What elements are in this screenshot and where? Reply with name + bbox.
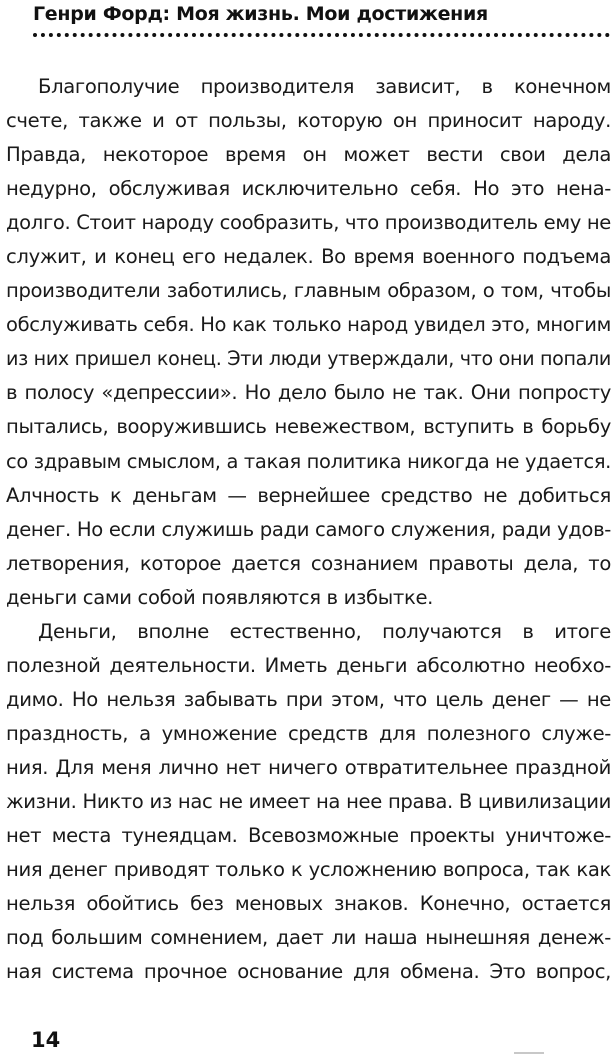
text-line: нет места тунеядцам. Всевозможные проекты уничтоже- xyxy=(6,824,611,848)
text-line: под большим сомнением, дает ли наша нынешняя денеж- xyxy=(6,926,611,950)
text-line: в полосу «депрессии». Но дело было не так. Они попросту xyxy=(6,381,611,405)
text-line: пытались, вооружившись невежеством, вступить в борьбу xyxy=(6,415,611,439)
page-number: 14 xyxy=(31,1028,61,1052)
text-line: Правда, некоторое время он может вести свои дела xyxy=(6,143,611,167)
text-line: счете, также и от пользы, которую он приносит народу. xyxy=(6,109,611,133)
text-line: димо. Но нельзя забывать при этом, что цель денег — не xyxy=(6,687,611,711)
text-line: со здравым смыслом, а такая политика никогда не удается. xyxy=(6,449,611,473)
footer-mark xyxy=(514,1052,544,1054)
text-line: жизни. Никто из нас не имеет на нее права. В цивилизации xyxy=(6,789,611,813)
text-line: ная система прочное основание для обмена. Это вопрос, xyxy=(6,960,611,984)
text-line: праздность, а умножение средств для полезного служе- xyxy=(6,721,611,745)
paragraph-2 xyxy=(6,615,611,990)
text-line: служит, и конец его недалек. Во время военного подъема xyxy=(6,245,611,269)
text-line: Благополучие производителя зависит, в конечном xyxy=(38,75,611,98)
text-line: из них пришел конец. Эти люди утверждали, что они попали xyxy=(6,347,611,371)
text-line: ния денег приводят только к усложнению вопроса, так как xyxy=(6,858,611,882)
text-line: Алчность к деньгам — вернейшее средство не добиться xyxy=(6,483,611,507)
text-line: обслуживать себя. Но как только народ увидел это, многим xyxy=(6,313,611,337)
text-line: летворения, которое дается сознанием правоты дела, то xyxy=(6,551,611,575)
running-title: Генри Форд: Моя жизнь. Мои достижения xyxy=(33,3,488,25)
text-line: производители заботились, главным образом, о том, чтобы xyxy=(6,279,611,303)
text-line: денег. Но если служишь ради самого служения, ради удов- xyxy=(6,517,611,541)
body-text xyxy=(6,70,611,989)
text-line: недурно, обслуживая исключительно себя. Но это нена- xyxy=(6,177,611,201)
text-line: нельзя обойтись без меновых знаков. Конечно, остается xyxy=(6,892,611,916)
text-line: Деньги, вполне естественно, получаются в итоге xyxy=(38,619,611,643)
text-line: долго. Стоит народу сообразить, что производитель ему не xyxy=(6,211,611,235)
text-line: ния. Для меня лично нет ничего отвратительнее праздной xyxy=(6,755,611,779)
text-line: деньги сами собой появляются в избытке. xyxy=(6,585,434,609)
header-dotted-rule xyxy=(33,33,610,37)
text-line: полезной деятельности. Иметь деньги абсолютно необхо- xyxy=(6,653,611,677)
paragraph-1 xyxy=(6,70,611,615)
